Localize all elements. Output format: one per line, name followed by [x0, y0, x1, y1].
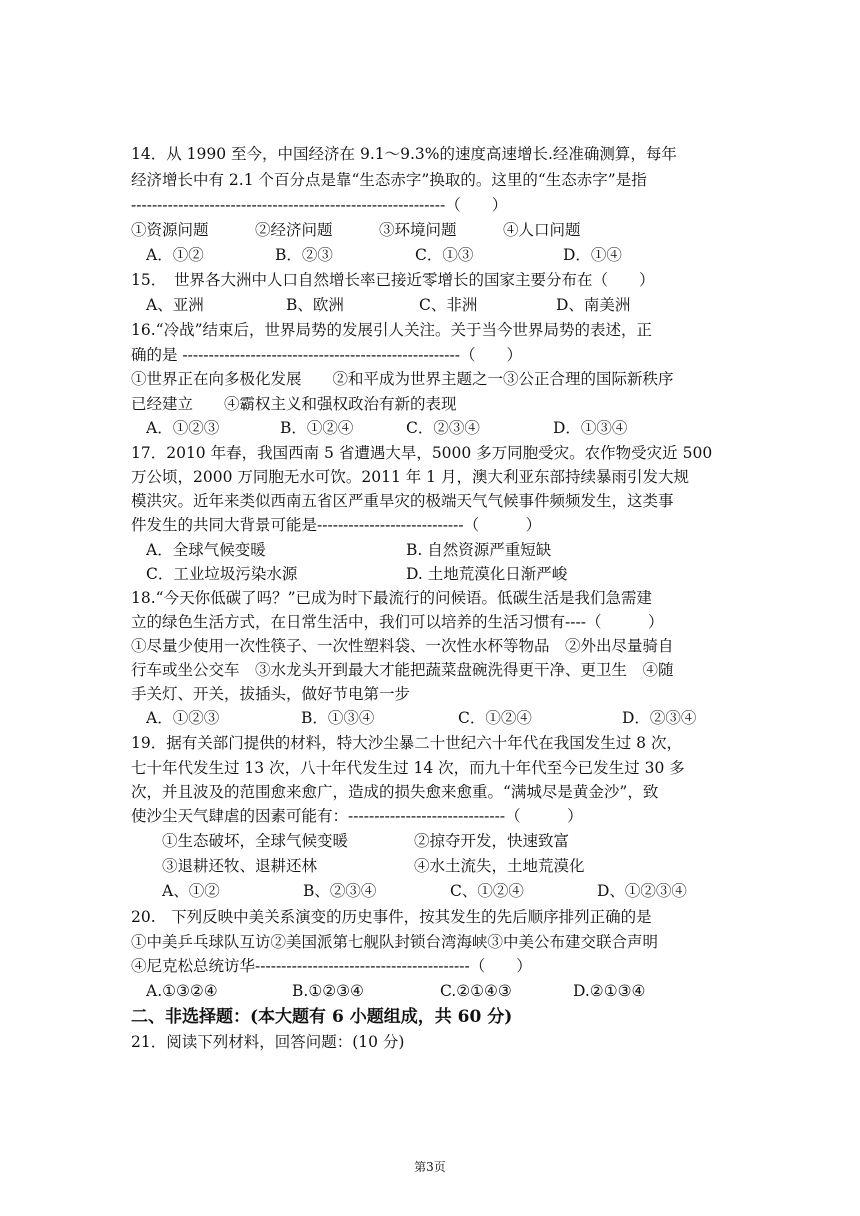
- q16-line-3: ①世界正在向多极化发展 ②和平成为世界主题之一③公正合理的国际新秩序: [131, 370, 674, 388]
- section-heading: 二、非选择题：(本大题有 6 小题组成，共 60 分): [131, 1007, 513, 1027]
- q17-line-4: 件发生的共同大背景可能是----------------------------（ ）: [131, 516, 542, 534]
- q17-line-1: 17．2010 年春，我国西南 5 省遭遇大旱，5000 多万同胞受灾。农作物受灾近 500: [131, 444, 713, 462]
- q18-option-b: B．①③④: [301, 709, 375, 727]
- q19-line-2: 七十年代发生过 13 次，八十年代发生过 14 次，而九十年代至今已发生过 30 多: [131, 759, 685, 777]
- q16-options: [146, 416, 746, 440]
- q19-option-a: A、①②: [162, 882, 220, 900]
- q14-line-3: ------------------------------------------------------------（ ）: [131, 196, 508, 214]
- q16-line-1: 16.“冷战”结束后，世界局势的发展引人关注。关于当今世界局势的表述，正: [131, 321, 653, 339]
- q21-line-1: 21．阅读下列材料，回答问题：(10 分): [131, 1033, 405, 1051]
- q19-choices-row-1: [162, 829, 762, 853]
- q20-line-2: ①中美乒乓球队互访②美国派第七舰队封锁台湾海峡③中美公布建交联合声明: [131, 933, 659, 951]
- q19-choice-2: ②掠夺开发，快速致富: [414, 832, 570, 850]
- q17-option-b: B. 自然资源严重短缺: [406, 541, 552, 559]
- q14-options: [146, 243, 746, 267]
- q19-choice-3: ③退耕还牧、退耕还林: [162, 857, 318, 875]
- q17-options-row-2: [146, 562, 746, 586]
- q15-line-1: 15． 世界各大洲中人口自然增长率已接近零增长的国家主要分布在（ ）: [131, 271, 655, 289]
- q19-option-b: B、②③④: [303, 882, 377, 900]
- q17-line-2: 万公顷，2000 万同胞无水可饮。2011 年 1 月，澳大利亚东部持续暴雨引发大规: [131, 468, 689, 486]
- q15-options: [146, 293, 746, 317]
- q17-options-row-1: [146, 538, 746, 562]
- q14-option-c: C．①③: [415, 246, 474, 264]
- q19-options: [162, 879, 762, 903]
- q19-choice-1: ①生态破坏，全球气候变暖: [162, 832, 349, 850]
- q20-line-1: 20. 下列反映中美关系演变的历史事件，按其发生的先后顺序排列正确的是: [131, 908, 652, 926]
- q17-option-a: A．全球气候变暖: [146, 541, 266, 559]
- q15-option-a: A、亚洲: [146, 296, 204, 314]
- q19-choices-row-2: [162, 854, 762, 878]
- q16-option-b: B．①②④: [280, 419, 354, 437]
- q17-option-d: D. 土地荒漠化日渐严峻: [406, 565, 568, 583]
- q18-line-1: 18.“今天你低碳了吗？”已成为时下最流行的问候语。低碳生活是我们急需建: [131, 589, 653, 607]
- q19-line-1: 19．据有关部门提供的材料，特大沙尘暴二十世纪六十年代在我国发生过 8 次，: [131, 734, 682, 752]
- q17-line-3: 模洪灾。近年来类似西南五省区严重旱灾的极端天气气候事件频频发生，这类事: [131, 492, 674, 510]
- page-number: 第3页: [414, 1160, 446, 1174]
- q18-line-2: 立的绿色生活方式，在日常生活中，我们可以培养的生活习惯有----（ ）: [131, 613, 664, 631]
- q16-line-4: 已经建立 ④霸权主义和强权政治有新的表现: [131, 395, 457, 413]
- q18-option-c: C．①②④: [458, 709, 532, 727]
- q20-option-b: B.①②③④: [292, 982, 364, 1000]
- q19-line-4: 使沙尘天气肆虐的因素可能有：------------------------------（ ）: [131, 807, 583, 825]
- q19-option-d: D、①②③④: [597, 882, 687, 900]
- q20-line-3: ④尼克松总统访华-----------------------------------------（ ）: [131, 957, 532, 975]
- q18-option-a: A．①②③: [146, 709, 220, 727]
- q15-option-b: B、欧洲: [286, 296, 344, 314]
- q16-option-a: A．①②③: [146, 419, 220, 437]
- q14-line-4: ①资源问题 ②经济问题 ③环境问题 ④人口问题: [131, 221, 581, 239]
- q16-option-c: C．②③④: [406, 419, 480, 437]
- q15-option-d: D、南美洲: [556, 296, 631, 314]
- q20-option-c: C.②①④③: [440, 982, 512, 1000]
- q19-choice-4: ④水土流失，土地荒漠化: [414, 857, 585, 875]
- q20-option-d: D.②①③④: [573, 982, 646, 1000]
- q18-line-3: ①尽量少使用一次性筷子、一次性塑料袋、一次性水杯等物品 ②外出尽量骑自: [131, 637, 674, 655]
- q15-option-c: C、非洲: [419, 296, 478, 314]
- q17-option-c: C．工业垃圾污染水源: [146, 565, 298, 583]
- q14-option-a: A．①②: [146, 246, 204, 264]
- q18-line-5: 手关灯、开关，拔插头，做好节电第一步: [131, 685, 411, 703]
- q14-option-d: D．①④: [563, 246, 622, 264]
- q20-option-a: A.①③②④: [146, 982, 218, 1000]
- q18-option-d: D．②③④: [622, 709, 697, 727]
- q14-line-2: 经济增长中有 2.1 个百分点是靠“生态赤字”换取的。这里的“生态赤字”是指: [131, 171, 647, 189]
- q18-line-4: 行车或坐公交车 ③水龙头开到最大才能把蔬菜盘碗洗得更干净、更卫生 ④随: [131, 661, 674, 679]
- q14-option-b: B．②③: [275, 246, 333, 264]
- q19-option-c: C、①②④: [450, 882, 524, 900]
- q18-options: [146, 706, 746, 730]
- q16-line-2: 确的是 -----------------------------------------------------（ ）: [131, 346, 523, 364]
- q19-line-3: 次，并且波及的范围愈来愈广，造成的损失愈来愈重。“满城尽是黄金沙”，致: [131, 783, 659, 801]
- q14-line-1: 14．从 1990 至今，中国经济在 9.1～9.3%的速度高速增长.经准确测算，每年: [131, 145, 677, 163]
- q16-option-d: D．①③④: [553, 419, 628, 437]
- q20-options: [146, 979, 746, 1003]
